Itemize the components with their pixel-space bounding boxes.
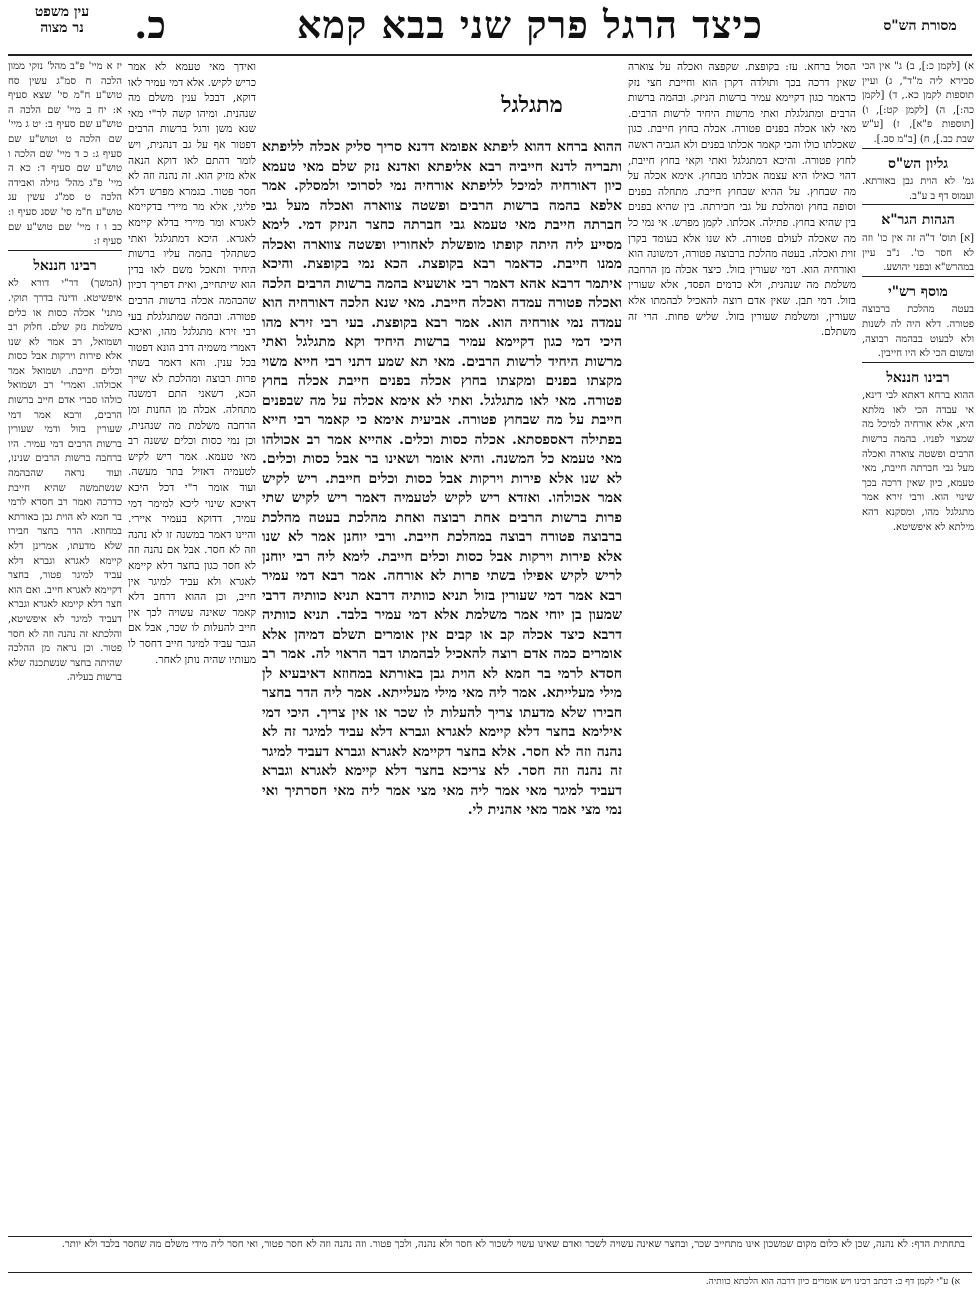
gemara-text: ההוא ברחא דהוא ליפתא אפומא דדנא סריך סליק אכלה לליפתא ותבריה לדנא חייביה רבא אליפתא ואדנא נזק שלם מאי טעמא כיון דאורחיה למיכל לליפתא אורחיה נמי לסרוכי ולמסלק. אמר אלפא בהמה ברשות הרבים ופשטה צווארה ואכלה מעל גבי חברתה חייבת מאי טעמא גבי חברתה כחצר הניזק דמי. לימא מסייע ליה היתה קופתו מופשלת לאחוריו ופשטה צווארה ואכלה ממנו חייבת. כדאמר רבא בקופצת. הכא נמי בקופצת. והיכא איתמר דרבא אהא דאמר רבי אושעיא בהמה ברשות הרבים הלכה ואכלה פטורה עמדה ואכלה חייבת. מאי שנא הלכה דאורחיה הוא עמדה נמי אורחיה הוא. אמר רבא בקופצת. בעי רבי זירא מהו היכי דמי כגון דקיימא עמיר ברשות היחיד וקא מתגלגל ואתי מרשות היחיד לרשות הרבים. מאי תא שמע דתני רבי חייא משוי מקצתו בפנים ומקצתו בחוץ אכלה בפנים חייבת אכלה בחוץ פטורה. מאי לאו מתגלגל. ואתי לא אימא אכלה על מה שבפנים חייבת על מה שבחוץ פטורה. אביעית אימא כי קאמר רבי חייא בפתילה דאספסתא. אכלה כסות וכלים. אהייא אמר רב אכולהו מאי טעמא כל המשנה. והיא אומר ושאינו בר אבל כסות וכלים. לא שנו אלא פירות וירקות אבל כסות וכלים חייבת. ריש לקיש אמר אכולהו. ואזדא ריש לקיש לטעמיה דאמר ריש לקיש שתי פרות ברשות הרבים אחת רבוצה ואחת מהלכת בעטה מהלכת ברבוצה פטורה רבוצה במהלכת חייבת. ורבי יוחנן אמר לא שנו אלא פירות וירקות אבל כסות וכלים חייבת. לימא ליה רבי יוחנן לריש לקיש אפילו בשתי פרות לא אורחה. אמר רבא דמי עמיר רבא אמר דמי שעורין בזול תניא כוותיה דרבא תניא כוותיה דרבי שמעון בן יוחי אמר משלמת אלא דמי עמיר בלבד. תניא כוותיה דרבא כיצד אכלה קב או קבים אין אומרים תשלם דמיהן אלא אומרים כמה אדם רוצה להאכיל לבהמתו דבר הראוי לה. אמר רב חסדא לרמי בר חמא לא הוית גבן באורתא במחוזא דאיבעיא לן מילי מעלייתא. אמר ליה מאי מילי מעלייתא. אמר ליה הדר בחצר חבירו שלא מדעתו צריך להעלות לו שכר או אין צריך. היכי דמי אילימא בחצר דלא קיימא לאגרא וגברא דלא עביד למיגר זה לא נהנה וזה לא חסר. אלא בחצר דקיימא לאגרא וגברא דעביד למיגר זה נהנה וזה חסר. לא צריכא בחצר דלא קיימא לאגרא וגברא דעביד למיגר מאי אמר ליה מאי מצי אמר ליה מאי חסרתיך ואי נמי מצי אמר מאי אהנית לי.	[262, 139, 622, 818]
gilyon-text: גמ' לא הוית גבן באורתא. ועמוס דף ב ע"ב.	[862, 176, 974, 202]
footnote-rule	[8, 1272, 972, 1273]
chapter-title: כיצד הרגל פרק שני בבא קמא	[297, 2, 763, 47]
rashi-commentary	[628, 60, 856, 1236]
outer-rabbenu-text: ההוא ברחא דאתא לבי דינא, אי עבדה הכי לאו מלתא היא, אלא אורחיה למיכל מה שמצוי לפניו. בהמה ברשות הרבים ופשטה צוארה ואכלה מעל גבי חברתה חייבת, מאי טעמא, כיון שאין דרכה בכך שינוי הוא. ורבי זירא אמר מתגלגל מהו, ומסקנא דהא מילתא לא איפשיטא.	[862, 390, 974, 533]
folio-number: כ.	[134, 2, 166, 47]
gilyon-title: גליון הש"ס	[887, 155, 949, 172]
ein-mishpat-text: יז א מיי' פ"ב מהל' נזקי ממון הלכה ח סמ"ג עשין סח טוש"ע ח"מ סי' שצא סעיף א: יח ב מיי' שם הלכה ה טוש"ע שם סעיף ב: יט ג מיי' שם הלכה ט וטוש"ע שם סעיף ג: כ ד מיי' שם הלכה ו טוש"ע שם סעיף ד: כא ה מיי' פ"ג מהל' גזילה ואבידה הלכה ט סמ"ג עשין עג טוש"ע ח"מ סי' שסג סעיף ו: כב ו ז מיי' שם טוש"ע שם סעיף ז:	[8, 61, 122, 248]
hagahot-box	[862, 204, 974, 275]
musaf-rashi-box	[862, 276, 974, 362]
rashi-text: הסול ברחא. עז: בקופצת. שקפצה ואכלה על צוארה שאין דרכה בכך ותולדה דקרן הוא וחייבת חצי נזק כדאמר כגון דקיימא עמיר ברשות הניזק. ובהמה ברשות הרבים ומתגלגלת ואתי מרשות היחיד לרשות הרבים. מאי לאו אכלה בפנים פטורה. אכלה בחוץ חייבת. כגון שאכלתו כולו והכי קאמר אכלתו בפנים ולא הגביה ראשה לחוץ פטורה. והיכא דמתגלגל ואתי וקאי בחוץ חייבת, דהוי כאילו היא עצמה אכלתו מבחוץ. אימא אכלה על מה שבחוץ. על ההיא שבחוץ חייבת. מתחלה בפנים וסופה בחוץ ומהלכת על גבי חבירתה. בין שהיא בפנים בין שהיא בחוץ. פתילה. אכלתו. לקמן מפרש. אי נמי כל מה שאכלה לעולם פטורה. לא שנו אלא בעומד בקרן זוית ואכלה. בעטה מהלכת ברבוצה פטורה, דמשונה הוא ואורחיה הוא. דמי שעורין בזול. כיצד אכלה מן הרחבה משלמת מה שנהנית, ולא כדמים הפסד, אלא שעורין בזול. דמי תבן. שאין אדם רוצה להאכיל לבהמתו אלא שעורין, ומשלמת שעורין בזול. שליש פחות. הרי זה משתלם.	[628, 61, 856, 339]
left-margin	[8, 60, 122, 1236]
ein-mishpat-heading: עין משפט נר מצוה	[34, 4, 90, 36]
outer-right-margin	[862, 60, 974, 1236]
gemara-main-text	[262, 138, 622, 1236]
header-rule	[8, 54, 972, 56]
tosafot-commentary	[128, 60, 256, 1236]
mesoret-text: א) [לקמן כ:], ב) ג" אין הכי סבירא ליה מ"ד", ג) ועיין תוספות לקמן כא., ד) [לקמן כה:], ה) [לקמן קט:], ו) [תוספות פ"א], ז) [ע"ש שבת כב.], ח) [ב"מ סב.].	[862, 61, 974, 145]
musaf-rashi-text: בעטה מהלכת ברבוצה פטורה. דלא היה לה לשנות ולא לבעוט בבהמה רבוצה, ומשום הכי לא היו חייבין.	[862, 304, 974, 360]
bottom-rule	[8, 1236, 972, 1237]
page-header	[0, 0, 980, 52]
rabbenu-chananel-box	[8, 250, 122, 686]
rabbenu-chananel-text: (המשך) דר"י דורא לא איפשיטא. ודינה בדרך תוקי. מתני' אכלה כסות או כלים משלמת נזק שלם. חלוק רב ושמואל, רב אמר לא שנו אלא פירות וירקות אבל כסות וכלים חייבת. ושמואל אמר אכולהו. ואמרי' רב ושמואל כולהו סברי אדם חייב ברשות הרבים, ורבא אמר דמי שעורין בזול ודמי שעורין ברשות הרבים דמי עמיר. היו ברחבה ברשות הרבים שנינו, ועוד נראה שהבהמה שנשתמשה שהיא חייבת כדרכה ואמר רב חסדא לרמי בר חמא לא הוית גבן באורתא במחוזא. הדר בחצר חבירו שלא מדעתו, אמרינן דלא קיימא לאגרא וגברא דלא עביד למיגר פטור, בחצר דקיימא לאגרא חייב. ואם הוא חצר דלא קיימא לאגרא וגברא דעביד למיגר לא איפשיטא, והלכתא זה נהנה וזה לא חסר פטור. וכן נראה מן ההלכה שהיתה בחצר שנשתכנה שלא ברשות בעליה.	[8, 278, 122, 684]
rabbenu-chananel-title: רבינו חננאל	[33, 257, 97, 274]
outer-rabbenu-box	[862, 362, 974, 536]
bottom-note: בתחתית הדף: לא נהנה, שכן לא כלום מקום שמשכון אינו מתחייב שכר, ובחצר שאינה עשויה לשכר ואדם שאינו עשוי לשכור לא חסר ולא נהנה, ולכך פטור. וזה נהנה וזה לא חסר פטור, ואי חסר ליה מידי משלם מה שחסר בלבד ולא יותר.	[61, 1239, 965, 1250]
hagahot-title: הגהות הגר"א	[881, 212, 955, 229]
outer-rabbenu-title: רבינו חננאל	[886, 369, 950, 386]
hagahot-text: [א] תוס' ד"ה זה אין כו' וזה לא חסר כו'. נ"ב עיין במהרש"א ובפני יהושע.	[862, 232, 974, 274]
gemara-opening-word	[452, 92, 612, 119]
musaf-rashi-title: מוסף רש"י	[888, 283, 948, 300]
gilyon-box	[862, 148, 974, 205]
footnote: א) ע"י לקמן דף כ: דכתב רבינו ויש אומרים כיון דרבה הוא הלכתא כוותיה.	[705, 1277, 960, 1287]
mesoret-hashas-heading: מסורת הש"ס	[883, 18, 957, 34]
gemara-opening: מתגלגל	[501, 92, 563, 118]
tosafot-text: ואידך מאי טעמא לא אמר כריש לקיש. אלא דמי עמיר לאו דוקא, דבכל ענין משלם מה שנהנית. ומיהו קשה לר"י מאי שנא משן ורגל ברשות הרבים דפטור אף על גב דנהנית, ויש לומר דהתם לאו דוקא הנאה אלא מזיק הוא. זה נהנה וזה לא חסר פטור. בגמרא מפרש דלא פליגי, אלא מר מיירי בדקיימא לאגרא ומר מיירי בדלא קיימא לאגרא. היכא דמתגלגל ואתי כשתהלך בהמה עליו ברשות היחיד ותאכל משם לאו בדין הוא שיתחייב, ואית דפריך דכיון שהבהמה אכלה ברשות הרבים פטורה. ובהמה שמתגלגלת בעי רבי זירא מתגלגל מהו, ואיכא דאמרי משמיה דרב הונא דפטור בכל ענין. והא דאמר בשתי פרות רבוצה ומהלכת לא שייך הכא, דשאני התם דמשנה מתחלה. אכלה מן החנות ומן הרחבה משלמת מה שנהנית, וכן נמי כסות וכלים ששנה רב מאי טעמא. אמר ריש לקיש לטעמיה דאזיל בתר מעשה. ועוד אומר ר"י דכל היכא דאיכא שינוי ליכא למימר דמי עמיר, דדוקא בעמיר איירי. והיינו דאמר במשנה זו לא נהנה וזה לא חסר. אבל אם נהנה וזה לא חסר כגון בחצר דלא קיימא לאגרא ולא עביד למיגר אין חייב, וכן ההוא דרחב דלא קאמר שאינה עשויה לכך אין חייב להעלות לו שכר, אבל אם הגבר עביד למיגר חייב דחסר לו מעותיו שהיה נותן לאחר.	[128, 61, 256, 666]
